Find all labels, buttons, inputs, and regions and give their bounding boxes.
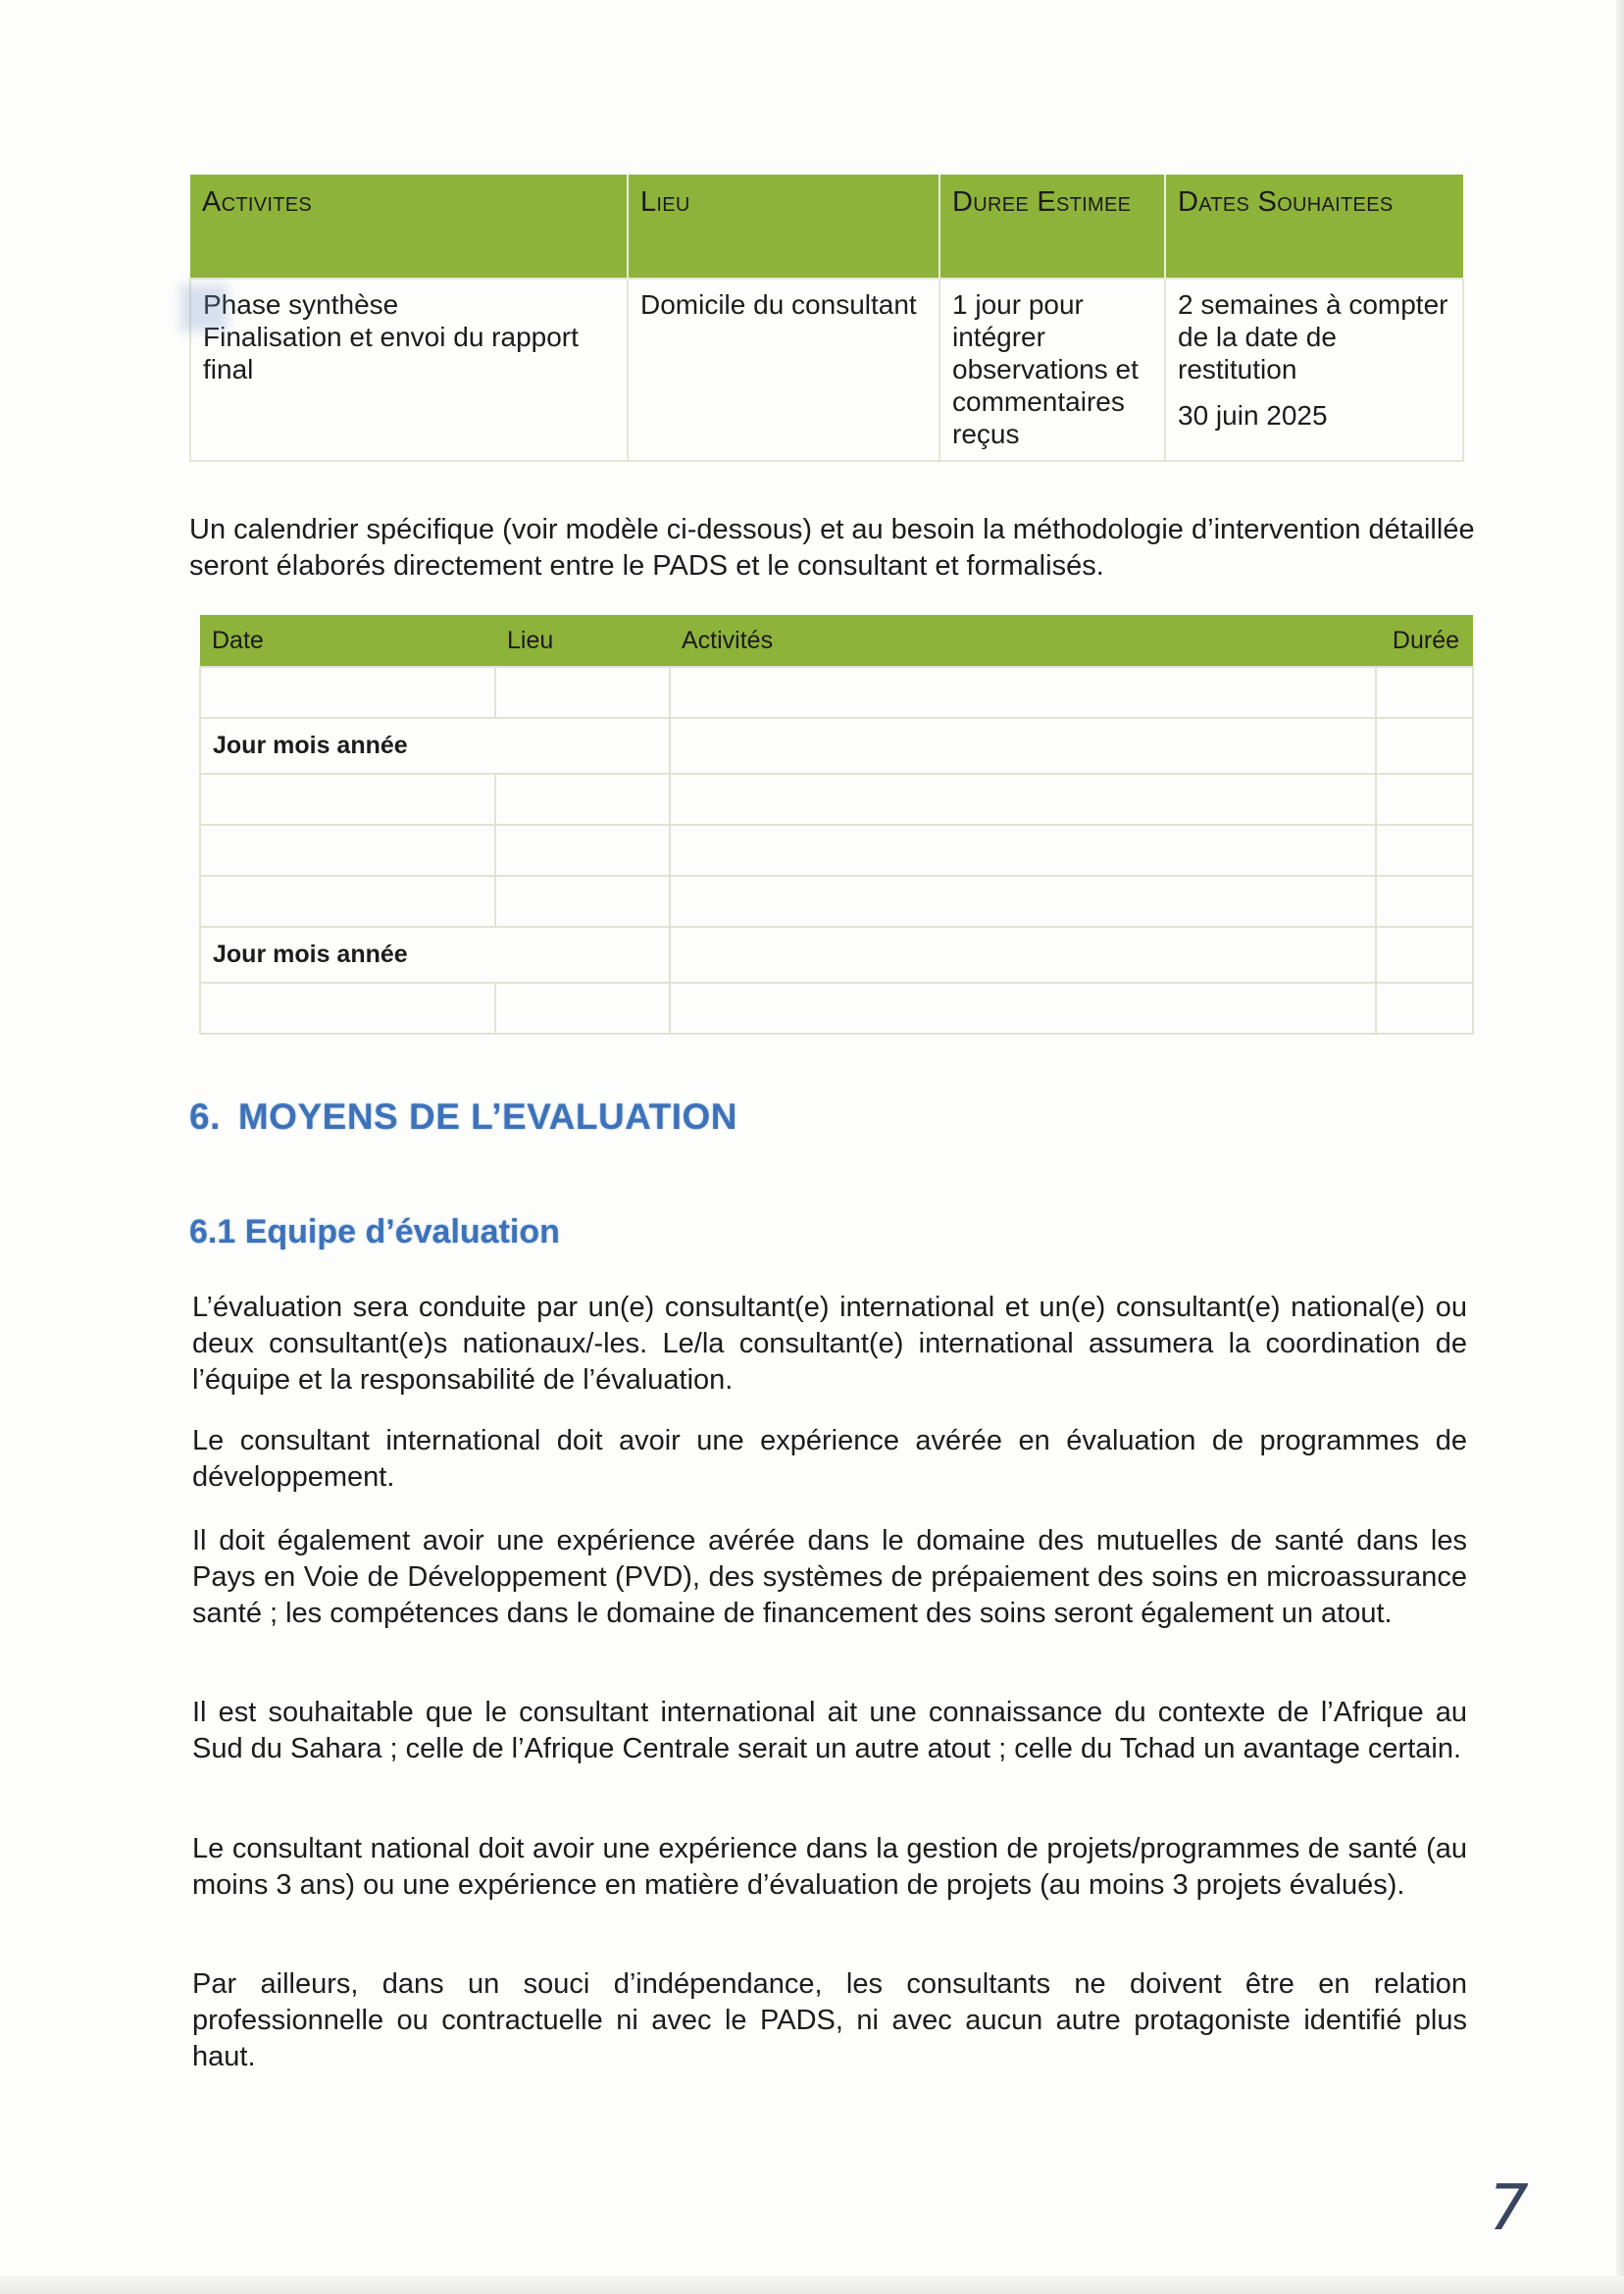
table-row [200, 825, 1473, 876]
section-title: MOYENS DE L’EVALUATION [237, 1096, 738, 1137]
cell-lieu: Domicile du consultant [628, 279, 939, 461]
cell-activite [190, 279, 628, 461]
activities-table-header [190, 175, 1463, 279]
cell-dates [1165, 279, 1463, 461]
table-row [200, 927, 1473, 983]
paragraph: Le consultant international doit avoir une expérience avérée en évaluation de programmes de développement. [192, 1425, 1467, 1493]
calendar-group-label: Jour mois année [200, 718, 670, 774]
activite-phase: Phase synthèse [203, 289, 399, 320]
section-heading [189, 1096, 737, 1138]
table-row [200, 718, 1473, 774]
scan-edge [0, 2276, 1624, 2294]
header-dates: Dates Souhaitees [1165, 175, 1463, 279]
header-duree: Durée [1376, 615, 1473, 667]
paragraph: Il doit également avoir une expérience avérée dans le domaine des mutuelles de santé dans les Pays en Voie de Développement (PVD), des systèmes de prépaiement des soins en microassurance santé ; les compétences dans le domaine de financement des soins seront également un atout. [192, 1525, 1467, 1629]
paragraph: Par ailleurs, dans un souci d’indépendance, les consultants ne doivent être en relation professionnelle ou contractuelle ni avec le PADS, ni avec aucun autre protagoniste identifié plus haut. [192, 1968, 1467, 2072]
paragraph: Le consultant national doit avoir une expérience dans la gestion de projets/programmes de santé (au moins 3 ans) ou une expérience en matière d’évaluation de projets (au moins 3 projets évalués). [192, 1833, 1467, 1901]
intro-paragraph: Un calendrier spécifique (voir modèle ci-dessous) et au besoin la méthodologie d’intervention détaillée seront élaborés directement entre le PADS et le consultant et formalisés. [189, 514, 1475, 582]
table-row [190, 279, 1463, 461]
paragraph: L’évaluation sera conduite par un(e) consultant(e) international et un(e) consultant(e) national(e) ou deux consultant(e)s nationaux/-les. Le/la consultant(e) international assumera la coordination de l’équipe et la responsabilité de l’évaluation. [192, 1292, 1467, 1396]
page-number: 7 [1489, 2172, 1529, 2245]
activite-detail: Finalisation et envoi du rapport final [203, 322, 579, 384]
header-activites: Activités [670, 615, 1376, 667]
dates-restitution: 2 semaines à compter de la date de restitution [1178, 289, 1448, 384]
header-duree: Duree Estimee [939, 175, 1165, 279]
activities-table [189, 175, 1464, 462]
table-row [200, 667, 1473, 718]
scan-stain [180, 284, 228, 331]
paragraph: Il est souhaitable que le consultant international ait une connaissance du contexte de l’Afrique au Sud du Sahara ; celle de l’Afrique Centrale serait un autre atout ; celle du Tchad un avantage certain. [192, 1697, 1467, 1764]
cell-duree: 1 jour pour intégrer observations et commentaires reçus [939, 279, 1165, 461]
calendar-group-label: Jour mois année [200, 927, 670, 983]
header-activites: Activites [190, 175, 628, 279]
header-date: Date [200, 615, 495, 667]
table-row [200, 774, 1473, 825]
header-lieu: Lieu [495, 615, 670, 667]
subsection-heading: 6.1 Equipe d’évaluation [189, 1213, 560, 1250]
dates-deadline: 30 juin 2025 [1178, 400, 1328, 431]
header-lieu: Lieu [628, 175, 939, 279]
scan-edge [1616, 0, 1624, 2294]
calendar-table [199, 615, 1474, 1035]
calendar-header [200, 615, 1473, 667]
table-row [200, 983, 1473, 1034]
table-row [200, 876, 1473, 927]
section-number: 6. [189, 1096, 221, 1137]
